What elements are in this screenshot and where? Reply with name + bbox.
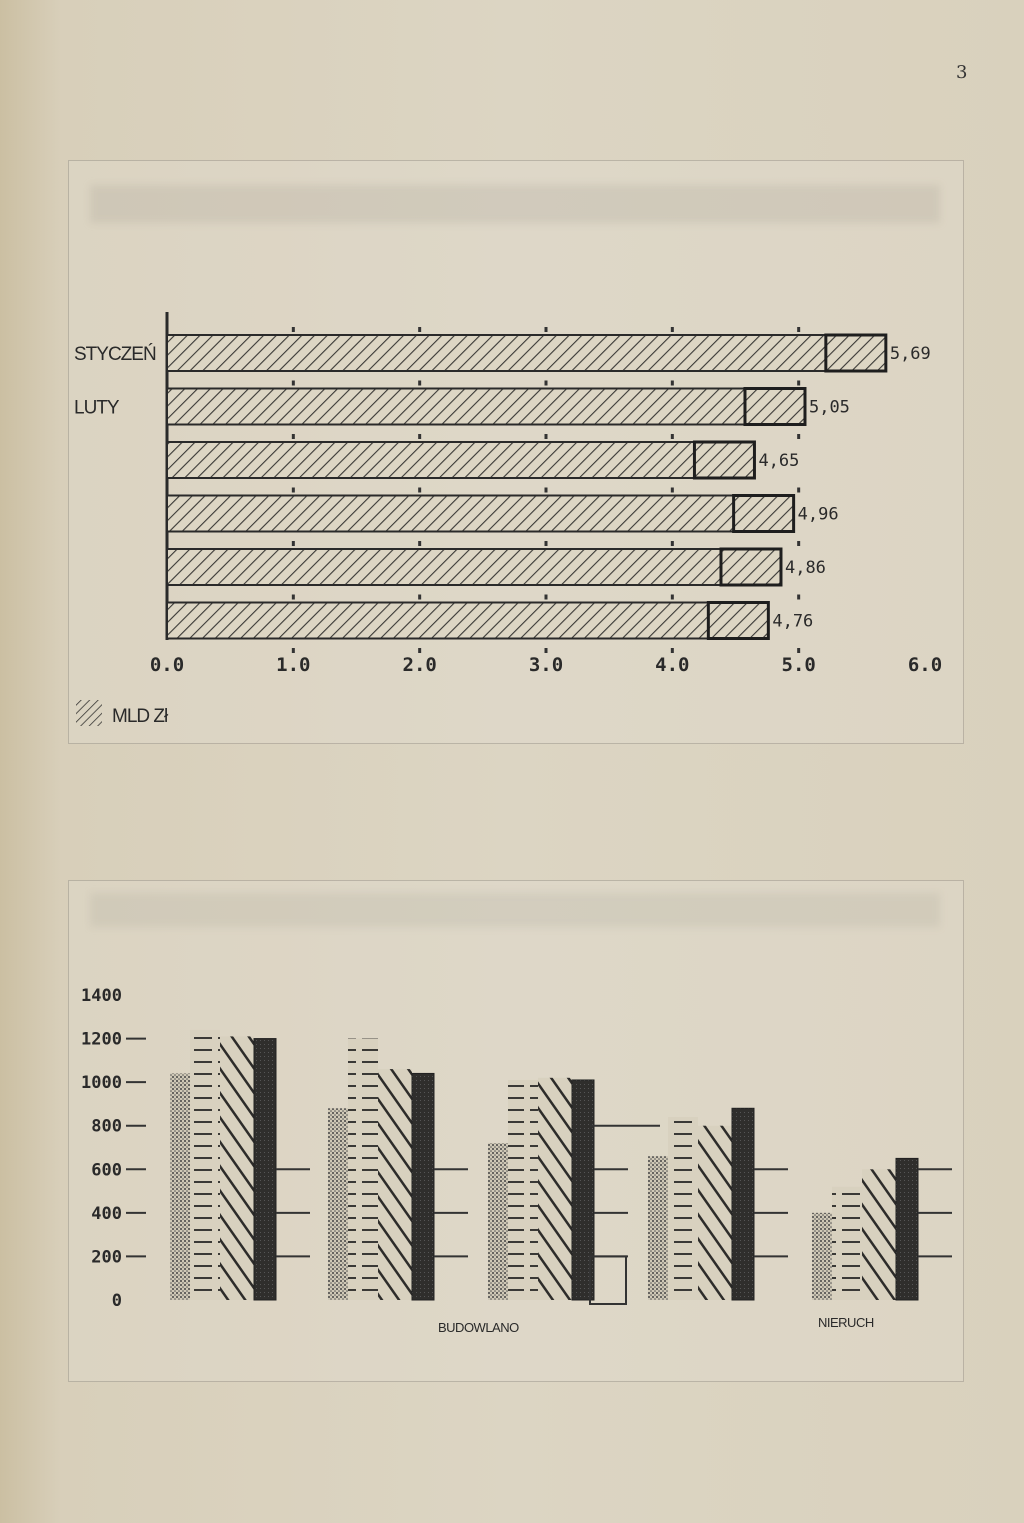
y-tick-label: 1200 [81,1029,122,1050]
x-tick-label: 3.0 [528,654,564,676]
bar [648,1156,668,1300]
category-label: STYCZEŃ [74,344,156,365]
y-tick-label: 400 [91,1203,122,1224]
vertical-bar-chart [81,986,952,1335]
bar [254,1039,276,1300]
value-label: 4,86 [784,558,826,578]
value-label: 5,69 [889,344,931,364]
bar [732,1108,754,1300]
bar [378,1069,412,1300]
bar [488,1143,508,1300]
y-tick-label: 800 [91,1116,122,1137]
x-tick-label: 6.0 [907,654,943,676]
legend-swatch [76,700,102,726]
x-category-label: NIERUCH [818,1315,874,1330]
bar [508,1080,538,1300]
bar [412,1073,434,1300]
bar [167,496,794,532]
x-tick-label: 2.0 [402,654,437,676]
y-tick-label: 1400 [81,986,122,1006]
bar [812,1213,832,1300]
bar [698,1126,732,1300]
bar [668,1117,698,1300]
x-tick-label: 1.0 [276,654,311,676]
y-tick-label: 600 [91,1160,122,1181]
value-label: 4,76 [772,611,814,632]
bar [896,1158,918,1300]
value-label: 4,65 [758,451,800,471]
bar [328,1108,348,1300]
bar [832,1187,862,1300]
outline-box [590,1256,626,1304]
bar [190,1030,220,1300]
bar [348,1039,378,1300]
value-label: 5,05 [808,397,850,418]
legend-label: MLD Zł [112,706,168,727]
x-tick-label: 4.0 [655,654,690,676]
bar [538,1078,572,1300]
y-tick-label: 0 [111,1291,122,1311]
bar [862,1169,896,1300]
bar [167,389,805,425]
category-label: LUTY [74,397,119,419]
bar [167,335,886,371]
value-label: 4,96 [797,504,839,525]
x-tick-label: 0.0 [149,654,185,676]
bar [170,1073,190,1300]
x-category-label: BUDOWLANO [438,1320,519,1335]
horizontal-bar-chart [74,312,942,727]
x-tick-label: 5.0 [781,654,816,676]
page-number: 3 [956,62,968,83]
bar [220,1036,254,1300]
bar [167,549,781,585]
y-tick-label: 1000 [81,1073,122,1094]
y-tick-label: 200 [91,1247,122,1268]
bar [167,442,754,478]
bar [167,603,768,639]
